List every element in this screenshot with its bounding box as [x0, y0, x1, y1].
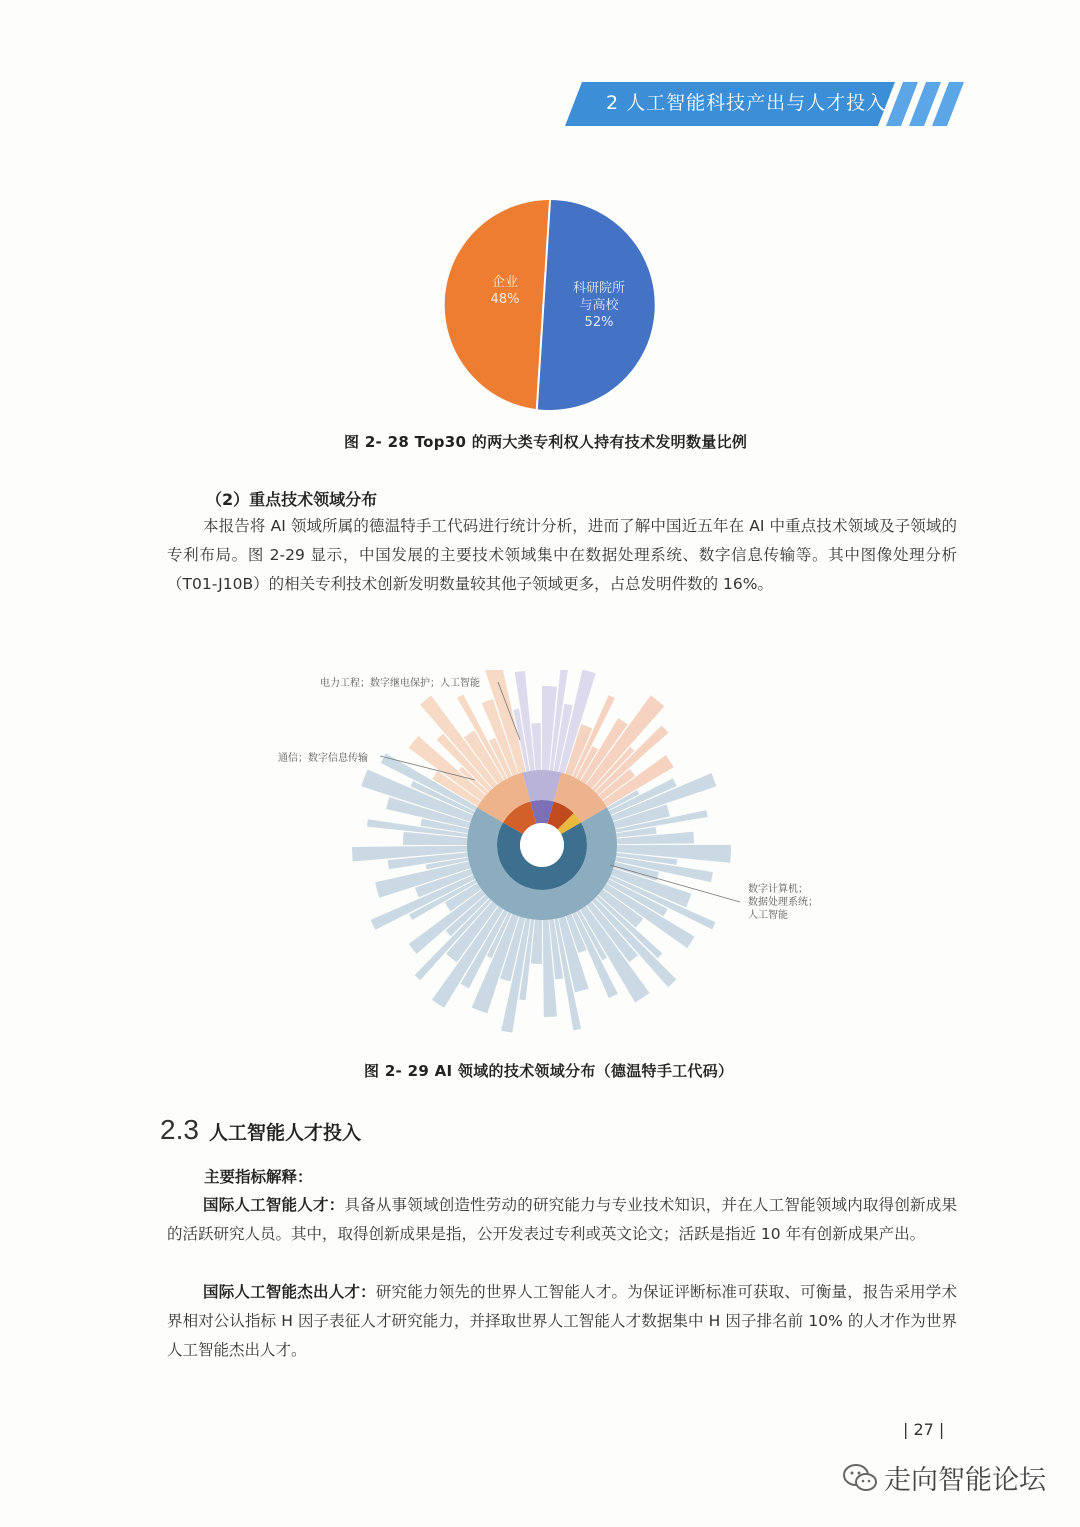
- figure-29-caption: 图 2- 29 AI 领域的技术领域分布（德温特手工代码）: [364, 1062, 734, 1080]
- definition-outstanding: [167, 1278, 957, 1365]
- chapter-title: 2 人工智能科技产出与人才投入: [606, 92, 887, 114]
- page-number: | 27 |: [903, 1420, 945, 1439]
- definition-talent: [167, 1191, 957, 1249]
- indicators-title: 主要指标解释：: [204, 1168, 313, 1186]
- sunburst-label-right: 数字计算机； 数据处理系统； 人工智能: [748, 884, 818, 921]
- subsection-heading: （2）重点技术领域分布: [206, 490, 378, 509]
- sunburst-label-top: 电力工程；数字继电保护；人工智能: [320, 678, 480, 689]
- pie-chart: [440, 192, 670, 418]
- section-number: 2.3: [160, 1114, 199, 1145]
- subsection-paragraph: 本报告将 AI 领域所属的德温特手工代码进行统计分析，进而了解中国近五年在 AI 中重点技术领域及子领域的专利布局。图 2-29 显示，中国发展的主要技术领域集中在数据处理系统、数字信息传输等。其中图像处理分析（T01-J10B）的相关专利技术创新发明数量较其他子领域更多，占总发明件数的 16%。: [167, 517, 957, 593]
- watermark: [842, 1458, 1046, 1497]
- sunburst-label-left: 通信；数字信息传输: [278, 753, 368, 764]
- watermark-text: 走向智能论坛: [884, 1465, 1046, 1496]
- figure-28-caption: 图 2- 28 Top30 的两大类专利权人持有技术发明数量比例: [344, 433, 748, 451]
- term-outstanding: 国际人工智能杰出人才：: [203, 1283, 376, 1301]
- pie-label-institutes: 科研院所 与高校 52%: [572, 281, 625, 330]
- def-talent: 具备从事领域创造性劳动的研究能力与专业技术知识，并在人工智能领域内取得创新成果的活跃研究人员。其中，取得创新成果是指，公开发表过专利或英文论文；活跃是指近 10 年有创新成果产出。: [167, 1196, 957, 1243]
- pie-label-enterprise: 企业 48%: [490, 275, 520, 307]
- term-talent: 国际人工智能人才：: [203, 1196, 345, 1214]
- wechat-icon: [842, 1463, 878, 1493]
- sunburst-center: [520, 823, 564, 867]
- section-heading: [160, 1114, 361, 1146]
- sunburst-chart: [270, 670, 830, 1050]
- section-name: 人工智能人才投入: [208, 1122, 361, 1144]
- def-outstanding: 研究能力领先的世界人工智能人才。为保证评断标准可获取、可衡量，报告采用学术界相对公认指标 H 因子表征人才研究能力，并择取世界人工智能人才数据集中 H 因子排名前 10% 的人才作为世界人工智能杰出人才。: [167, 1283, 957, 1359]
